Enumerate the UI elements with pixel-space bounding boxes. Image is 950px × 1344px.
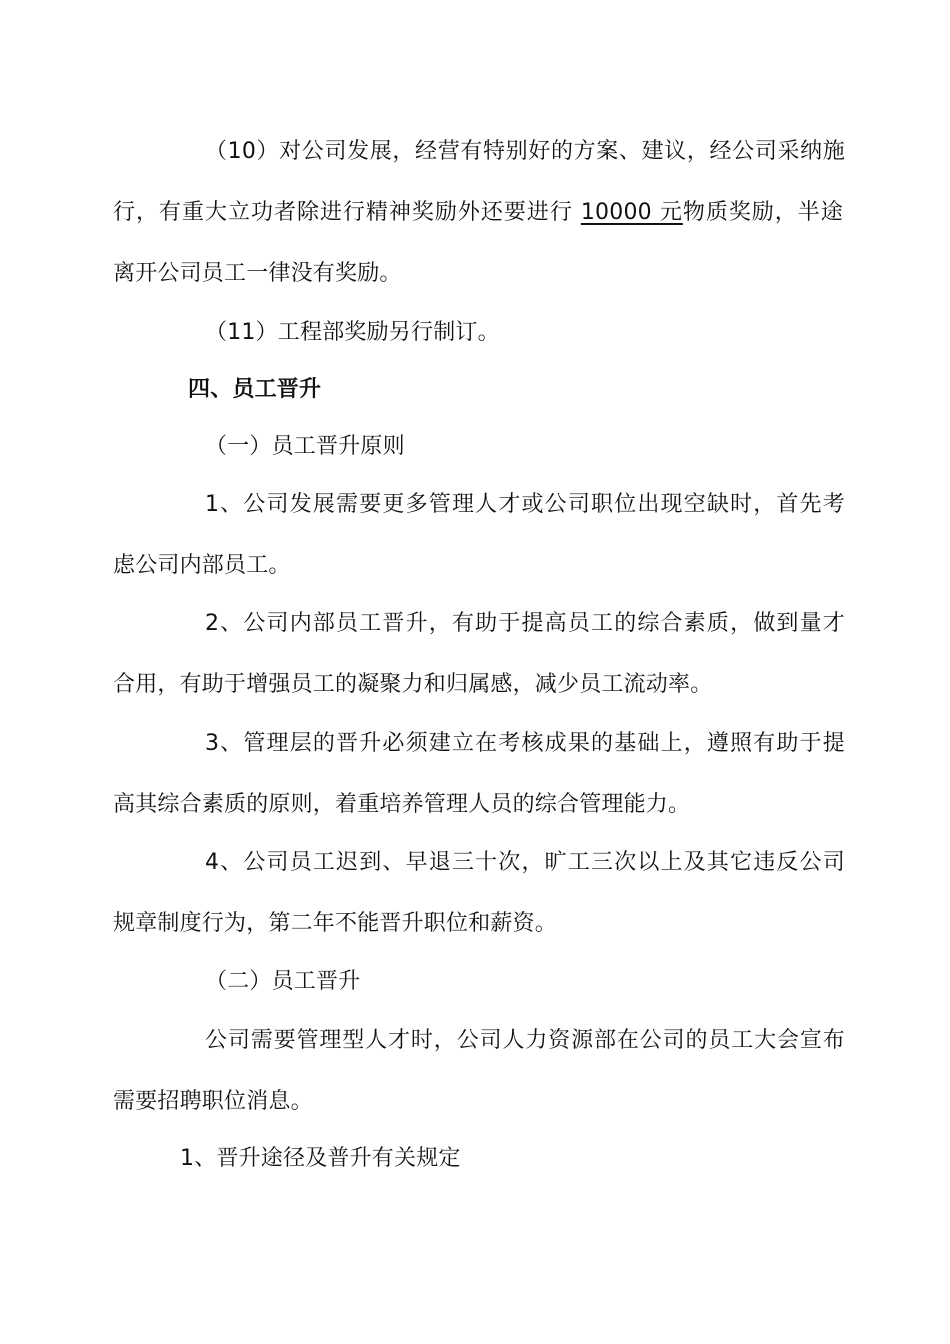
paragraph-11: （11）工程部奖励另行制订。 (205, 320, 500, 345)
subsection-1-heading: （一）员工晋升原则 (205, 434, 405, 459)
item-1-line-1: 1、公司发展需要更多管理人才或公司职位出现空缺时，首先考 (205, 492, 845, 517)
paragraph-10-line-1: （10）对公司发展，经营有特别好的方案、建议，经公司采纳施 (205, 139, 845, 164)
paragraph-10-line-2 (113, 198, 843, 228)
item-3-line-1: 3、管理层的晋升必须建立在考核成果的基础上，遵照有助于提 (205, 731, 845, 756)
item-2-line-1: 2、公司内部员工晋升，有助于提高员工的综合素质，做到量才 (205, 611, 845, 636)
item-4-line-1: 4、公司员工迟到、早退三十次，旷工三次以上及其它违反公司 (205, 850, 845, 875)
subsection-2-heading: （二）员工晋升 (205, 969, 361, 994)
item-2-line-2: 合用，有助于增强员工的凝聚力和归属感，减少员工流动率。 (113, 672, 713, 697)
paragraph-10-line-3: 离开公司员工一律没有奖励。 (113, 261, 402, 286)
subsection-2-item-1: 1、晋升途径及普升有关规定 (180, 1146, 461, 1171)
paragraph-10-text-before-amount: 行，有重大立功者除进行精神奖励外还要进行 (113, 200, 581, 225)
subsection-2-paragraph-line-2: 需要招聘职位消息。 (113, 1089, 313, 1114)
item-3-line-2: 高其综合素质的原则，着重培养管理人员的综合管理能力。 (113, 792, 691, 817)
item-1-line-2: 虑公司内部员工。 (113, 553, 291, 578)
paragraph-10-text-after-amount: 物质奖励，半途 (682, 200, 843, 225)
reward-amount: 10000 元 (580, 200, 683, 225)
item-4-line-2: 规章制度行为，第二年不能晋升职位和薪资。 (113, 911, 558, 936)
section-4-heading: 四、员工晋升 (188, 377, 322, 402)
subsection-2-paragraph-line-1: 公司需要管理型人才时，公司人力资源部在公司的员工大会宣布 (205, 1028, 845, 1053)
